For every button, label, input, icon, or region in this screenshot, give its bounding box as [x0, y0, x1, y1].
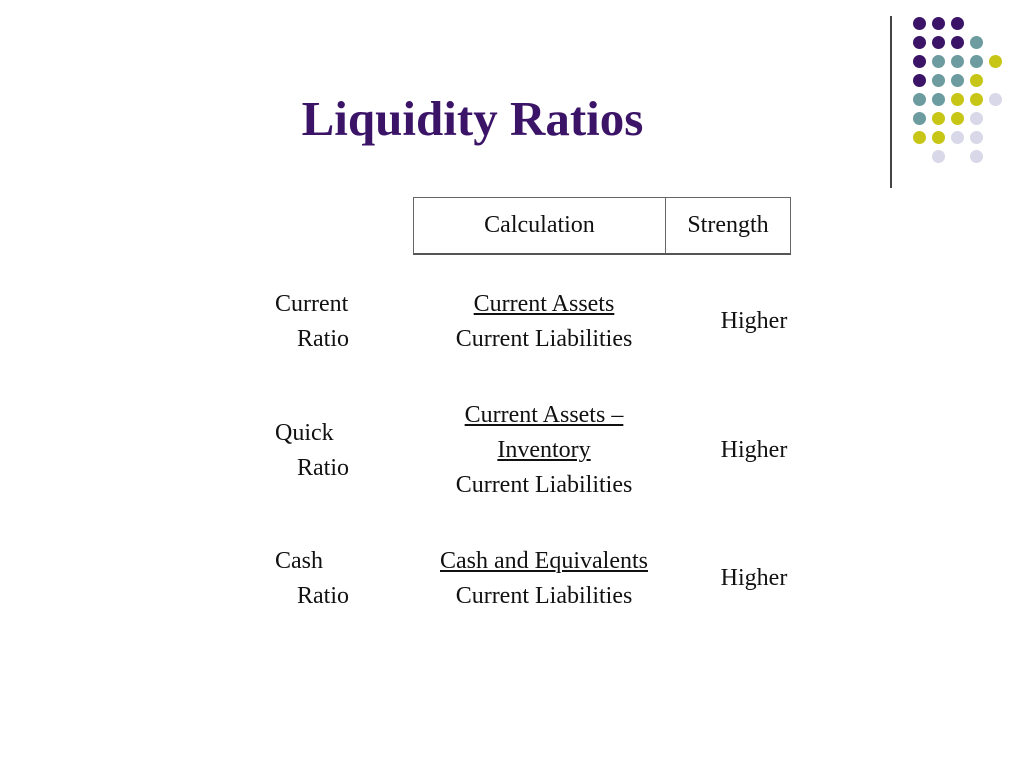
strength-cash-ratio: Higher: [720, 565, 788, 591]
decorative-dot: [951, 17, 964, 30]
header-strength: Strength: [687, 212, 769, 238]
denominator-line: Current Liabilities: [455, 472, 633, 498]
decorative-dot: [913, 55, 926, 68]
decorative-dot: [970, 131, 983, 144]
decorative-dot: [951, 55, 964, 68]
decorative-dot: [932, 150, 945, 163]
decorative-dot: [932, 112, 945, 125]
decorative-dot: [951, 112, 964, 125]
decorative-dot: [932, 131, 945, 144]
decorative-dot: [970, 112, 983, 125]
decorative-dot: [989, 93, 1002, 106]
slide-title: Liquidity Ratios: [301, 91, 644, 146]
calc-current-ratio: [413, 287, 675, 357]
decorative-dot: [913, 131, 926, 144]
row-label-line2: Ratio: [297, 455, 349, 481]
strength-current-ratio: Higher: [720, 308, 788, 334]
decorative-dot: [913, 93, 926, 106]
decorative-dot: [970, 36, 983, 49]
decorative-dot: [932, 55, 945, 68]
table-header: [413, 197, 791, 255]
calc-cash-ratio: [413, 544, 675, 614]
decorative-dot: [989, 55, 1002, 68]
row-label-quick-ratio: [275, 416, 349, 486]
numerator-line: Cash and Equivalents: [440, 548, 648, 574]
decorative-dot: [951, 93, 964, 106]
row-label-line2: Ratio: [297, 326, 349, 352]
decorative-dot: [932, 36, 945, 49]
decorative-dot: [951, 131, 964, 144]
decorative-dot: [970, 150, 983, 163]
decorative-dot: [970, 93, 983, 106]
numerator-line: Inventory: [497, 437, 591, 463]
decorative-divider-line: [890, 16, 892, 188]
row-label-line1: Cash: [275, 548, 323, 574]
numerator-line: Current Assets –: [464, 402, 624, 428]
denominator-line: Current Liabilities: [455, 326, 633, 352]
calc-quick-ratio: [413, 398, 675, 503]
row-label-line1: Current: [275, 291, 349, 317]
strength-quick-ratio: Higher: [720, 437, 788, 463]
decorative-dot: [932, 93, 945, 106]
denominator-line: Current Liabilities: [455, 583, 633, 609]
row-label-line2: Ratio: [297, 583, 349, 609]
header-calculation: Calculation: [414, 198, 666, 253]
decorative-dot: [970, 55, 983, 68]
decorative-dot: [970, 74, 983, 87]
decorative-dot: [951, 36, 964, 49]
decorative-dot: [913, 74, 926, 87]
decorative-dot: [913, 17, 926, 30]
decorative-dot: [932, 17, 945, 30]
row-label-current-ratio: [275, 287, 349, 357]
decorative-dot: [951, 74, 964, 87]
decorative-dot: [913, 36, 926, 49]
decorative-dot: [913, 112, 926, 125]
numerator-line: Current Assets: [473, 291, 615, 317]
row-label-line1: Quick: [275, 420, 334, 446]
row-label-cash-ratio: [275, 544, 349, 614]
decorative-dot: [932, 74, 945, 87]
